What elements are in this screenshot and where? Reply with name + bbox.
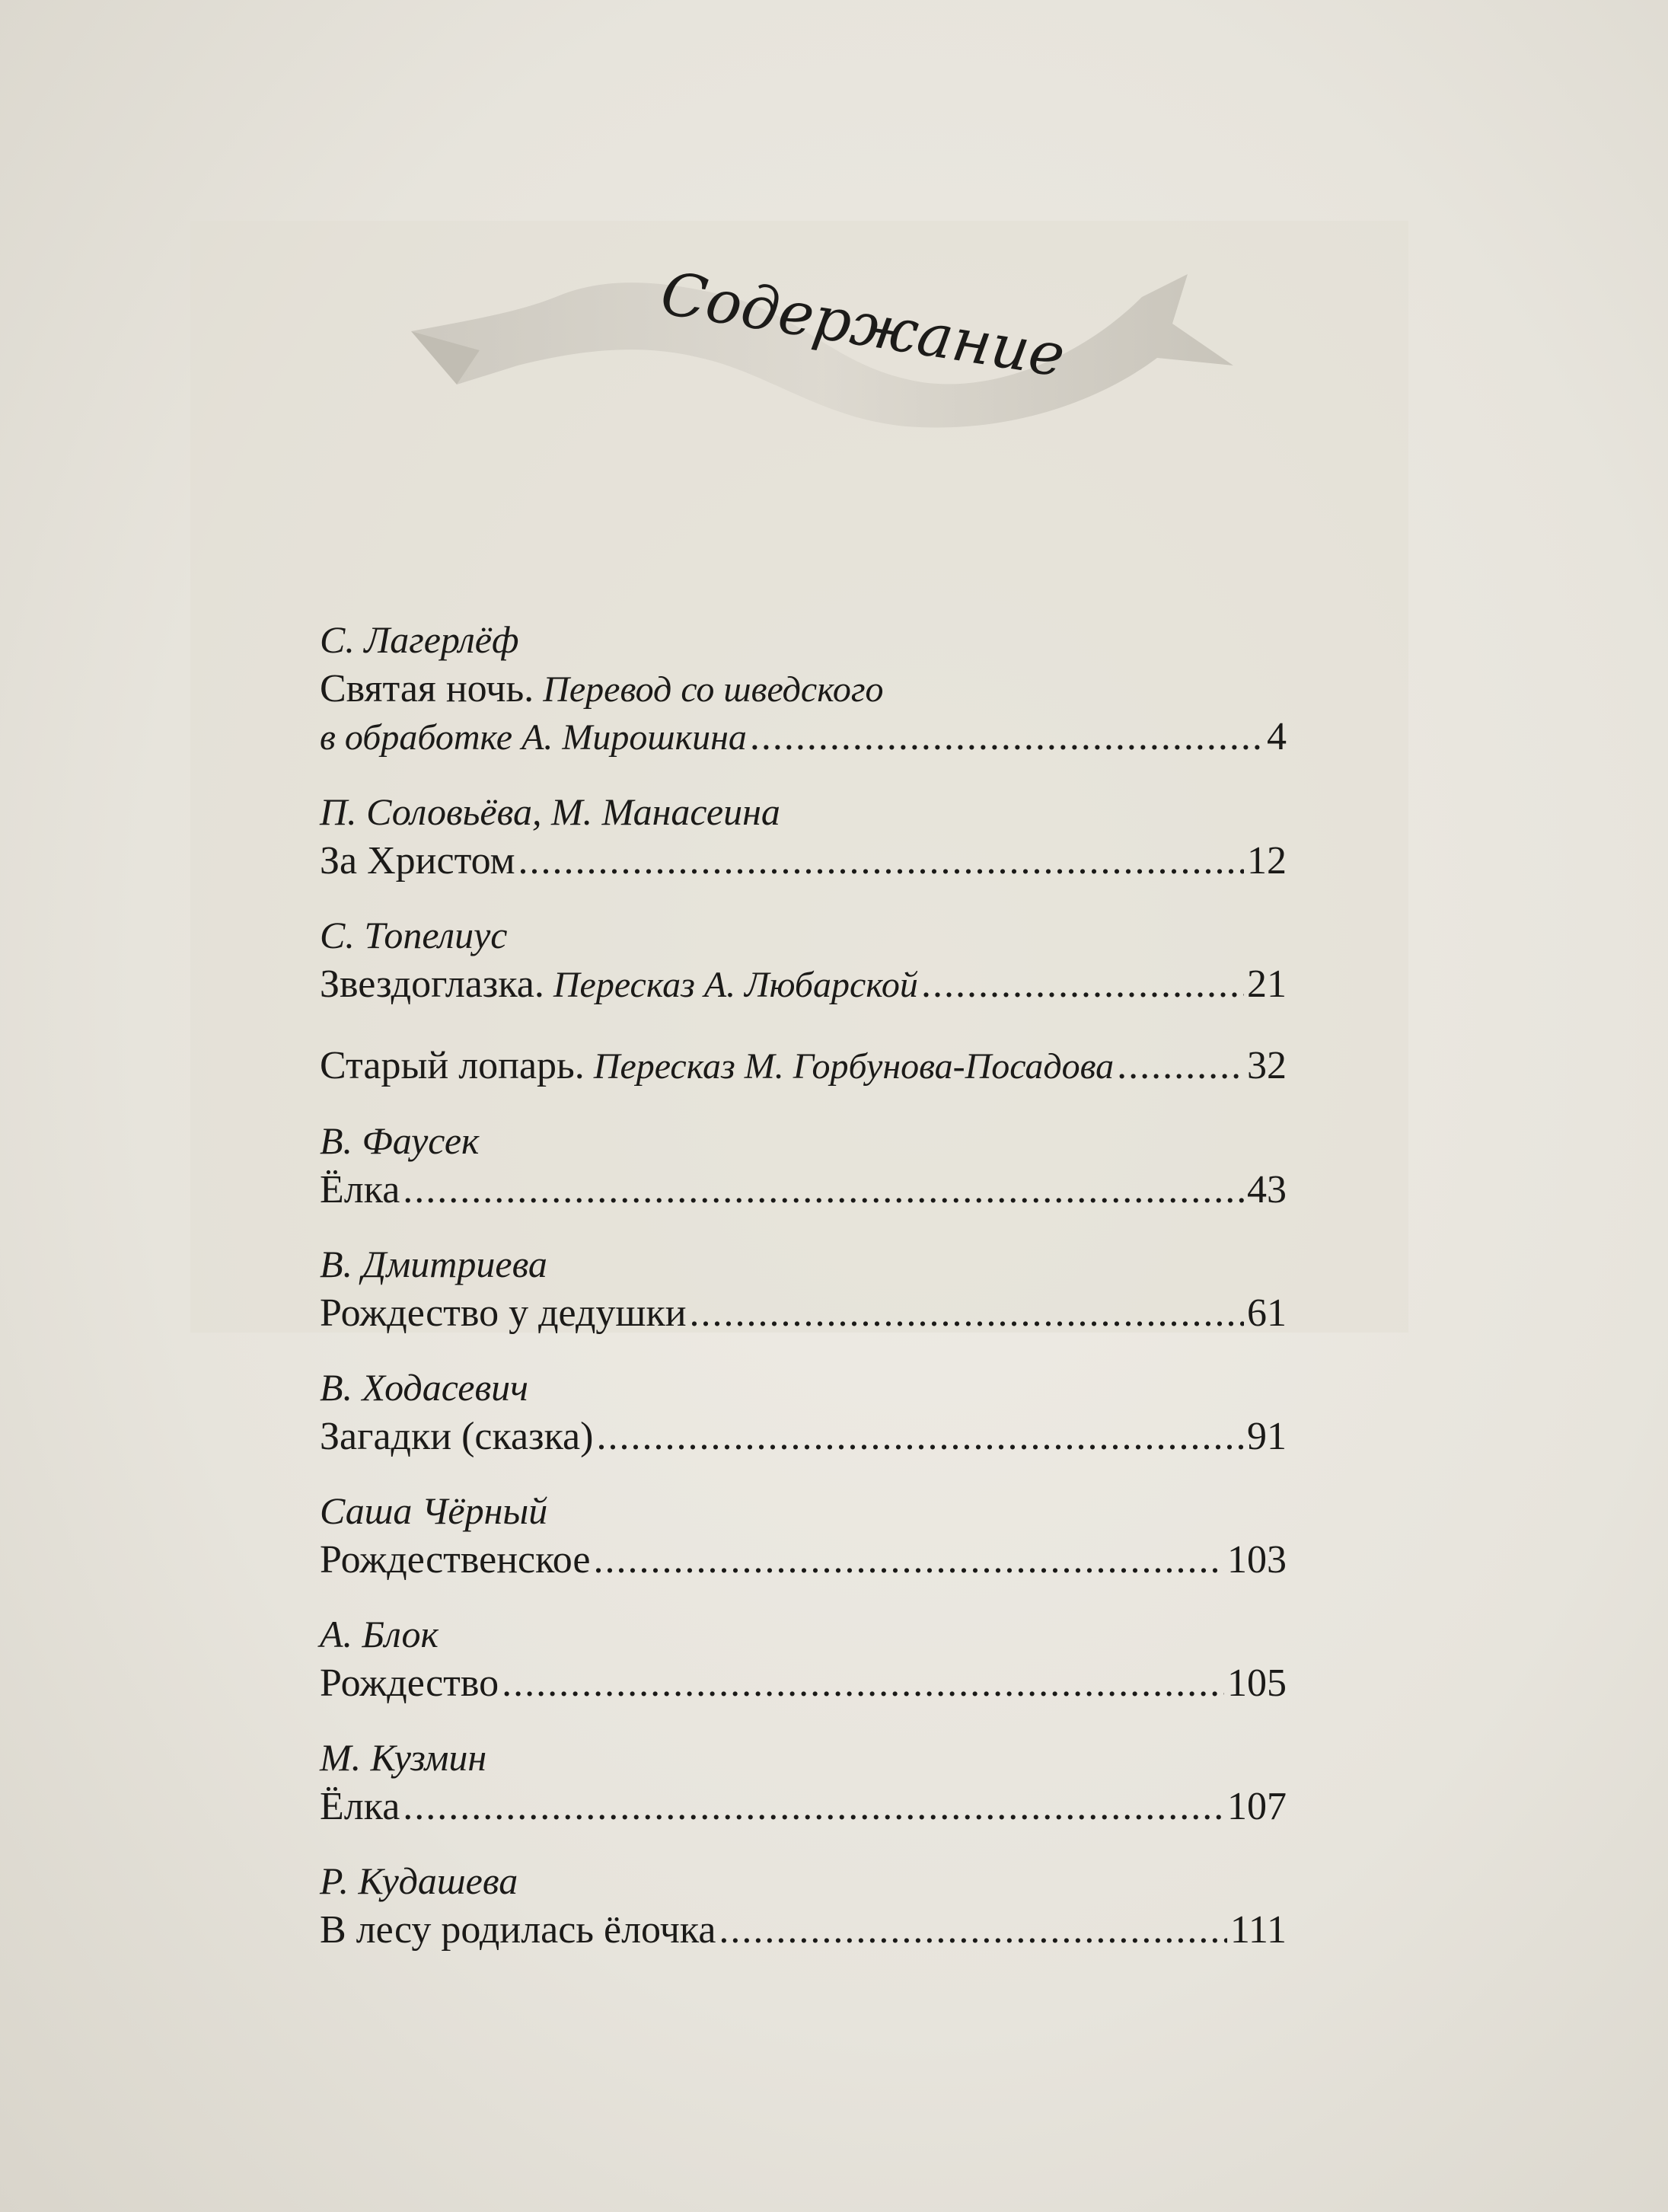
toc-title: Ёлка <box>320 1785 400 1828</box>
toc-entry <box>320 1611 1287 1707</box>
toc-author: В. Ходасевич <box>320 1366 528 1409</box>
toc-author: С. Топелиус <box>320 914 508 956</box>
toc-author: М. Кузмин <box>320 1736 487 1779</box>
toc-line[interactable] <box>320 961 1287 1009</box>
toc-entry <box>320 1042 1287 1090</box>
toc-page-number: 21 <box>1247 962 1287 1006</box>
toc-page-number: 43 <box>1247 1168 1287 1211</box>
dot-leader <box>403 1783 1224 1831</box>
dot-leader <box>690 1290 1244 1337</box>
toc-heading: Содержание <box>656 259 1070 391</box>
toc-author: Саша Чёрный <box>320 1489 548 1532</box>
spacer <box>320 1009 1287 1042</box>
toc-line[interactable] <box>320 666 1287 713</box>
toc-page-number: 12 <box>1247 839 1287 883</box>
toc-title: В лесу родилась ёлочка <box>320 1908 716 1952</box>
toc-note: Перевод со шведского <box>543 669 884 710</box>
toc-line[interactable] <box>320 1167 1287 1214</box>
toc-entry <box>320 1241 1287 1337</box>
toc-line[interactable] <box>320 1907 1287 1954</box>
dot-leader <box>719 1907 1226 1954</box>
toc-note: в обработке А. Мирошкина <box>320 717 747 758</box>
spacer <box>320 1337 1287 1365</box>
toc-page-number: 103 <box>1227 1538 1287 1582</box>
toc-entry <box>320 912 1287 1009</box>
spacer <box>320 1831 1287 1858</box>
spacer <box>320 761 1287 789</box>
toc-entry <box>320 1118 1287 1214</box>
toc-page-number: 105 <box>1227 1661 1287 1705</box>
toc-title: Звездоглазка. <box>320 962 544 1006</box>
spacer <box>320 1707 1287 1735</box>
toc-entry <box>320 1365 1287 1460</box>
dot-leader <box>921 961 1244 1008</box>
toc-entry <box>320 617 1287 761</box>
spacer <box>320 1584 1287 1611</box>
toc-title: Рождественское <box>320 1538 591 1582</box>
dot-leader <box>593 1537 1224 1584</box>
toc-author: В. Дмитриева <box>320 1243 547 1285</box>
toc-page-number: 61 <box>1247 1291 1287 1335</box>
toc-title: Святая ночь. <box>320 667 534 710</box>
toc-line[interactable] <box>320 838 1287 885</box>
dot-leader <box>403 1167 1244 1214</box>
toc-entry <box>320 789 1287 885</box>
toc-line[interactable] <box>320 1537 1287 1584</box>
toc-author: С. Лагерлёф <box>320 618 519 661</box>
toc-page-number: 107 <box>1227 1785 1287 1828</box>
toc-line[interactable] <box>320 1660 1287 1707</box>
toc-author: Р. Кудашева <box>320 1859 518 1902</box>
spacer <box>320 1214 1287 1241</box>
toc-line[interactable] <box>320 713 1287 761</box>
toc-title: Ёлка <box>320 1168 400 1211</box>
spacer <box>320 1460 1287 1488</box>
toc-line[interactable] <box>320 1783 1287 1831</box>
toc-line[interactable] <box>320 1290 1287 1337</box>
toc-note: Пересказ А. Любарской <box>553 965 918 1005</box>
toc-title: За Христом <box>320 839 515 883</box>
toc-author: В. Фаусек <box>320 1119 480 1162</box>
toc-title: Старый лопарь. <box>320 1044 585 1087</box>
dot-leader <box>518 838 1244 885</box>
table-of-contents <box>320 617 1287 1981</box>
spacer <box>320 885 1287 912</box>
toc-title: Рождество у дедушки <box>320 1291 687 1335</box>
toc-title: Рождество <box>320 1661 499 1705</box>
toc-page-number: 91 <box>1247 1415 1287 1458</box>
toc-note: Пересказ М. Горбунова-Посадова <box>593 1046 1115 1087</box>
dot-leader <box>596 1413 1244 1460</box>
toc-title: Загадки (сказка) <box>320 1415 594 1458</box>
heading-svg <box>411 251 1233 449</box>
toc-page-number: 4 <box>1267 715 1287 758</box>
toc-entry <box>320 1488 1287 1584</box>
toc-entry <box>320 1735 1287 1831</box>
dot-leader <box>750 713 1264 761</box>
toc-author: П. Соловьёва, М. Манасеина <box>320 790 780 833</box>
dot-leader <box>1117 1042 1244 1090</box>
dot-leader <box>502 1660 1224 1707</box>
spacer <box>320 1954 1287 1981</box>
spacer <box>320 1090 1287 1118</box>
toc-page-number: 32 <box>1247 1044 1287 1087</box>
toc-entry <box>320 1858 1287 1954</box>
toc-author: А. Блок <box>320 1613 439 1655</box>
toc-page-number: 111 <box>1229 1908 1287 1952</box>
toc-line[interactable] <box>320 1042 1287 1090</box>
toc-line[interactable] <box>320 1413 1287 1460</box>
